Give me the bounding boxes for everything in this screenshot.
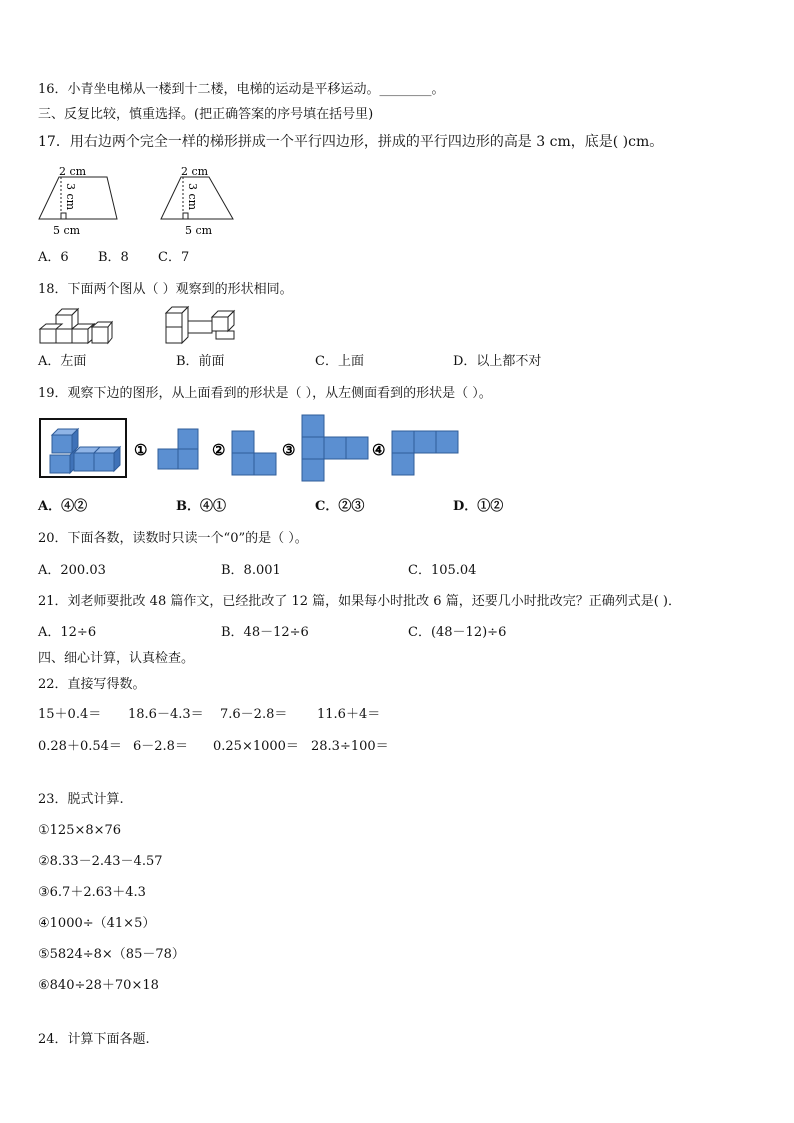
- option-shape-1: [158, 429, 198, 469]
- q20-option-a: A．200.03: [38, 563, 106, 578]
- left-height-label: 3 cm: [64, 183, 77, 211]
- q23-item-4: ④1000÷（41×5）: [38, 916, 156, 931]
- q18-option-d: D．以上都不对: [453, 354, 542, 369]
- q21-option-a: A．12÷6: [38, 625, 97, 640]
- q18-option-c: C．上面: [315, 354, 364, 369]
- question-22: 22．直接写得数。: [38, 677, 146, 692]
- q22-r1-3: 7.6－2.8＝: [220, 707, 288, 722]
- cube-drawings: [36, 303, 246, 345]
- q18-option-b: B．前面: [176, 354, 225, 369]
- q23-item-6: ⑥840÷28＋70×18: [38, 978, 159, 993]
- marker-2: ②: [212, 441, 226, 459]
- right-height-label: 3 cm: [186, 183, 199, 211]
- q23-item-2: ②8.33－2.43－4.57: [38, 854, 163, 869]
- trapezoid-left: [39, 177, 117, 219]
- q22-r1-1: 15＋0.4＝: [38, 707, 102, 722]
- right-bottom-label: 5 cm: [185, 224, 213, 237]
- q19-option-b: B．④①: [176, 499, 226, 514]
- q20-option-b: B．8.001: [221, 563, 281, 578]
- q17-option-a: A．6: [38, 250, 69, 265]
- cube-drawing-right: [166, 307, 234, 343]
- q21-option-b: B．48－12÷6: [221, 625, 309, 640]
- q22-r2-2: 6－2.8＝: [133, 739, 188, 754]
- q18-option-a: A．左面: [38, 354, 87, 369]
- q19-figures: [38, 413, 468, 485]
- question-17: 17．用右边两个完全一样的梯形拼成一个平行四边形，拼成的平行四边形的高是 3 cm，底是( )cm。: [38, 134, 664, 150]
- question-20: 20．下面各数，读数时只读一个“0”的是（ ）。: [38, 531, 308, 546]
- q17-option-b: B．8: [98, 250, 129, 265]
- marker-1: ①: [134, 441, 148, 459]
- question-24: 24．计算下面各题.: [38, 1032, 150, 1047]
- question-23: 23．脱式计算.: [38, 792, 124, 807]
- question-16: 16．小青坐电梯从一楼到十二楼，电梯的运动是平移运动。________。: [38, 82, 445, 97]
- q19-option-c: C．②③: [315, 499, 365, 514]
- question-18: 18．下面两个图从（ ）观察到的形状相同。: [38, 282, 293, 297]
- left-top-label: 2 cm: [59, 165, 87, 178]
- left-bottom-label: 5 cm: [53, 224, 81, 237]
- q22-r2-1: 0.28＋0.54＝: [38, 739, 122, 754]
- q22-r1-4: 11.6＋4＝: [317, 707, 381, 722]
- q22-r1-2: 18.6－4.3＝: [128, 707, 204, 722]
- question-21: 21．刘老师要批改 48 篇作文，已经批改了 12 篇，如果每小时批改 6 篇，还要几小时批改完？正确列式是( )．: [38, 594, 681, 609]
- q19-option-a: A．④②: [38, 499, 88, 514]
- q19-option-d: D．①②: [453, 499, 504, 514]
- q23-item-5: ⑤5824÷8×（85－78）: [38, 947, 185, 962]
- question-19: 19．观察下边的图形，从上面看到的形状是（ ），从左侧面看到的形状是（ ）。: [38, 386, 492, 401]
- q20-option-c: C．105.04: [408, 563, 477, 578]
- option-shape-4: [392, 431, 458, 475]
- section-3-heading: 三、反复比较，慎重选择。(把正确答案的序号填在括号里): [38, 107, 374, 122]
- q23-item-1: ①125×8×76: [38, 823, 122, 838]
- cube-drawing-left: [40, 309, 112, 343]
- option-shape-3: [302, 415, 368, 481]
- marker-3: ③: [282, 441, 296, 459]
- q17-option-c: C．7: [158, 250, 190, 265]
- marker-4: ④: [372, 441, 386, 459]
- option-shape-2: [232, 431, 276, 475]
- q22-r2-4: 28.3÷100＝: [311, 739, 389, 754]
- q21-option-c: C．(48－12)÷6: [408, 625, 507, 640]
- q22-r2-3: 0.25×1000＝: [213, 739, 299, 754]
- right-top-label: 2 cm: [181, 165, 209, 178]
- trapezoid-figures: [35, 163, 245, 239]
- q23-item-3: ③6.7＋2.63＋4.3: [38, 885, 146, 900]
- section-4-heading: 四、细心计算，认真检查。: [38, 651, 195, 666]
